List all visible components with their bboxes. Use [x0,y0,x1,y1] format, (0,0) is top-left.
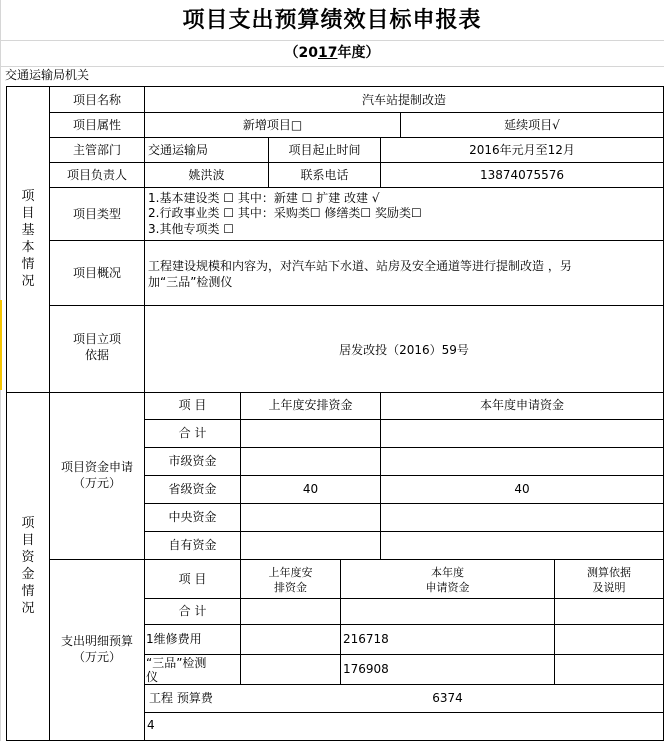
year-open: （20 [284,45,318,61]
basis-label-2: 依据 [84,348,109,362]
owner-value: 姚洪波 [188,168,225,182]
project-name-value: 汽车站提制改造 [361,93,446,107]
detail-header-basis [555,565,663,595]
type-line-1: 1.基本建设类 ☐ 其中：新建 ☐ 扩建 改建 √ [148,191,380,205]
funding-row-name: 自有资金 [168,538,217,552]
detail-header-last-1: 上年度安 [268,566,313,579]
detail-header-this [341,565,554,595]
detail-row-name: 1维修费用 [146,632,202,646]
funding-row-name: 中央资金 [168,510,217,524]
project-name-label: 项目名称 [72,93,121,107]
detail-row-name: 工程 预算费 [149,691,213,705]
funding-row-last: 40 [302,482,319,496]
owner-label: 项目负责人 [66,168,127,182]
funding-label-1: 项目资金申请 [60,460,133,474]
overview-line-1: 工程建设规模和内容为，对汽车站下水道、站房及安全通道等进行提制改造 ，另 [148,259,572,273]
section-funding-label: 项目资金情况 [21,516,35,616]
section-basic-label: 项目基本情况 [21,189,35,289]
funding-row-name: 省级资金 [168,482,217,496]
phone-value: 13874075576 [480,168,564,182]
phone-label: 联系电话 [300,168,349,182]
detail-total: 合 计 [178,604,207,618]
project-attr-new: 新增项目□ [242,118,303,132]
detail-row-value: 6374 [432,691,463,705]
type-line-2: 2.行政事业类 ☐ 其中：采购类☐ 修缮类☐ 奖励类☐ [148,206,422,220]
funding-row-this: 40 [514,482,530,496]
detail-row-value: 176908 [343,662,389,676]
period-label: 项目起止时间 [288,143,361,157]
basis-label-1: 项目立项 [72,332,121,346]
detail-row-name: “三品”检测 [146,656,207,670]
type-line-3: 3.其他专项类 ☐ [148,222,235,236]
basis-value: 居发改投（2016）59号 [339,343,469,357]
funding-header-this: 本年度申请资金 [479,398,564,412]
detail-row-name: 4 [147,718,155,732]
dept-label: 主管部门 [72,143,121,157]
detail-header-item: 项 目 [178,572,207,586]
type-label: 项目类型 [72,207,121,221]
project-attr-continue: 延续项目√ [504,118,560,132]
funding-header-item: 项 目 [178,398,207,412]
detail-header-this-1: 本年度 [431,566,464,579]
detail-label-2: （万元） [72,650,121,664]
form-year [0,43,664,63]
detail-row-value: 216718 [343,632,389,646]
dept-value: 交通运输局 [148,143,209,157]
form-title: 项目支出预算绩效目标申报表 [182,8,482,33]
funding-row-name: 市级资金 [168,454,217,468]
overview-label: 项目概况 [72,266,121,280]
detail-header-last [241,565,340,595]
detail-header-basis-1: 测算依据 [587,566,631,579]
period-value: 2016年元月至12月 [469,143,575,157]
detail-label-1: 支出明细预算 [60,634,133,648]
detail-header-last-2: 排资金 [274,581,307,594]
detail-row-name-cont: 仪 [146,670,159,684]
overview-line-2: 加“三品”检测仪 [148,275,233,289]
detail-header-this-2: 申请资金 [425,581,470,594]
funding-label-2: （万元） [72,476,121,490]
year-value: 17 [318,45,338,61]
unit-name: 交通运输局机关 [5,68,90,82]
year-close: 年度） [337,45,380,61]
project-attr-label: 项目属性 [72,118,121,132]
funding-header-last: 上年度安排资金 [268,398,353,412]
detail-header-basis-2: 及说明 [592,581,626,594]
funding-row-name: 合 计 [178,426,207,440]
